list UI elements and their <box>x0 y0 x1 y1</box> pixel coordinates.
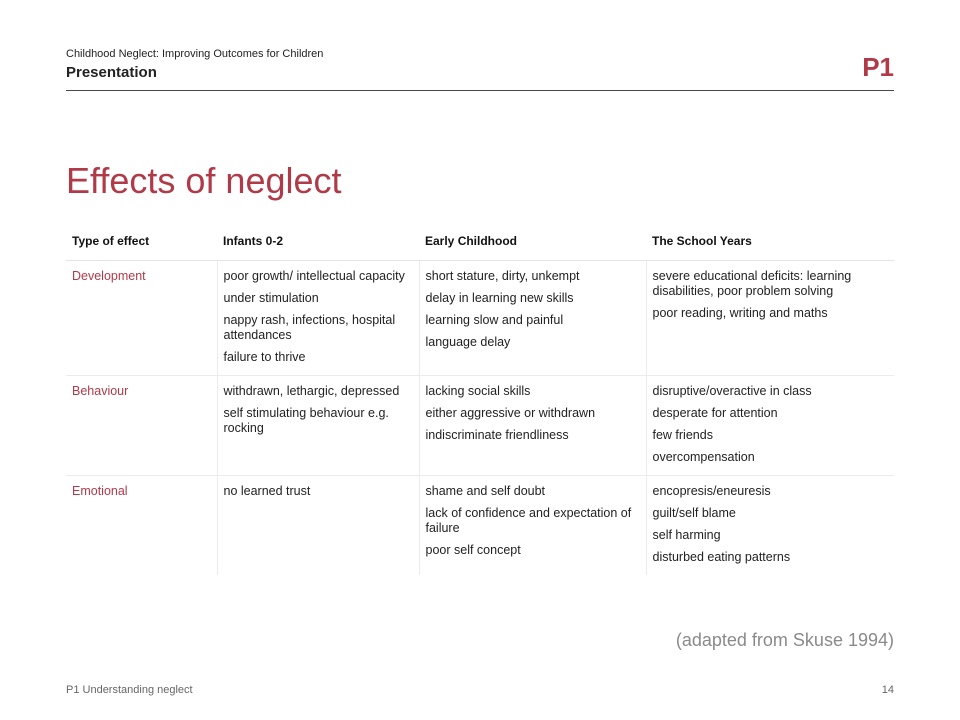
source-citation: (adapted from Skuse 1994) <box>675 630 894 650</box>
page-number: 14 <box>881 684 894 696</box>
table-row <box>66 261 894 376</box>
effect-item: no learned trust <box>223 484 311 498</box>
effect-item: overcompensation <box>652 450 755 464</box>
infants-cell <box>217 476 419 576</box>
effect-type-cell: Development <box>66 261 217 376</box>
effect-item: severe educational deficits: learning disabilities, poor problem solving <box>652 269 852 298</box>
effect-type-cell: Behaviour <box>66 376 217 476</box>
table-row <box>66 476 894 576</box>
effect-item: disturbed eating patterns <box>652 550 791 564</box>
infants-cell <box>217 261 419 376</box>
effect-item: desperate for attention <box>652 406 778 420</box>
column-header-infants: Infants 0-2 <box>217 222 419 261</box>
effect-item: self stimulating behaviour e.g. rocking <box>223 406 389 435</box>
school-years-cell <box>646 261 894 376</box>
effect-item: disruptive/overactive in class <box>652 384 812 398</box>
column-header-early-childhood: Early Childhood <box>419 222 646 261</box>
effects-table <box>66 222 894 575</box>
effect-item: delay in learning new skills <box>425 291 574 305</box>
effect-item: self harming <box>652 528 721 542</box>
early-childhood-cell <box>419 261 646 376</box>
effect-item: under stimulation <box>223 291 319 305</box>
effect-item: withdrawn, lethargic, depressed <box>223 384 400 398</box>
effect-item: encopresis/eneuresis <box>652 484 771 498</box>
slide-header <box>66 46 894 91</box>
effect-item: either aggressive or withdrawn <box>425 406 596 420</box>
page-title: Effects of neglect <box>66 160 342 201</box>
course-subtitle: Childhood Neglect: Improving Outcomes for Children <box>66 48 324 60</box>
column-header-school-years: The School Years <box>646 222 894 261</box>
column-header-type: Type of effect <box>66 222 217 261</box>
effect-item: shame and self doubt <box>425 484 546 498</box>
early-childhood-cell <box>419 376 646 476</box>
effect-type-cell: Emotional <box>72 484 128 498</box>
effect-item: guilt/self blame <box>652 506 736 520</box>
table-row <box>66 376 894 476</box>
table-header-row <box>66 222 894 261</box>
effect-item: indiscriminate friendliness <box>425 428 569 442</box>
header-title: Presentation <box>66 64 157 81</box>
effect-item: failure to thrive <box>223 350 306 364</box>
school-years-cell <box>646 376 894 476</box>
school-years-cell <box>646 476 894 576</box>
effect-item: lack of confidence and expectation of failure <box>425 506 632 535</box>
effect-item: poor self concept <box>425 543 521 557</box>
effect-item: poor reading, writing and maths <box>652 306 828 320</box>
effect-item: learning slow and painful <box>425 313 564 327</box>
footer-module-label: P1 Understanding neglect <box>66 684 193 696</box>
effect-item: few friends <box>652 428 713 442</box>
early-childhood-cell <box>419 476 646 576</box>
effect-item: short stature, dirty, unkempt <box>425 269 580 283</box>
infants-cell <box>217 376 419 476</box>
effect-item: poor growth/ intellectual capacity <box>223 269 405 283</box>
effect-item: lacking social skills <box>425 384 531 398</box>
effect-item: language delay <box>425 335 511 349</box>
module-code: P1 <box>862 52 894 82</box>
effect-item: nappy rash, infections, hospital attendances <box>223 313 396 342</box>
